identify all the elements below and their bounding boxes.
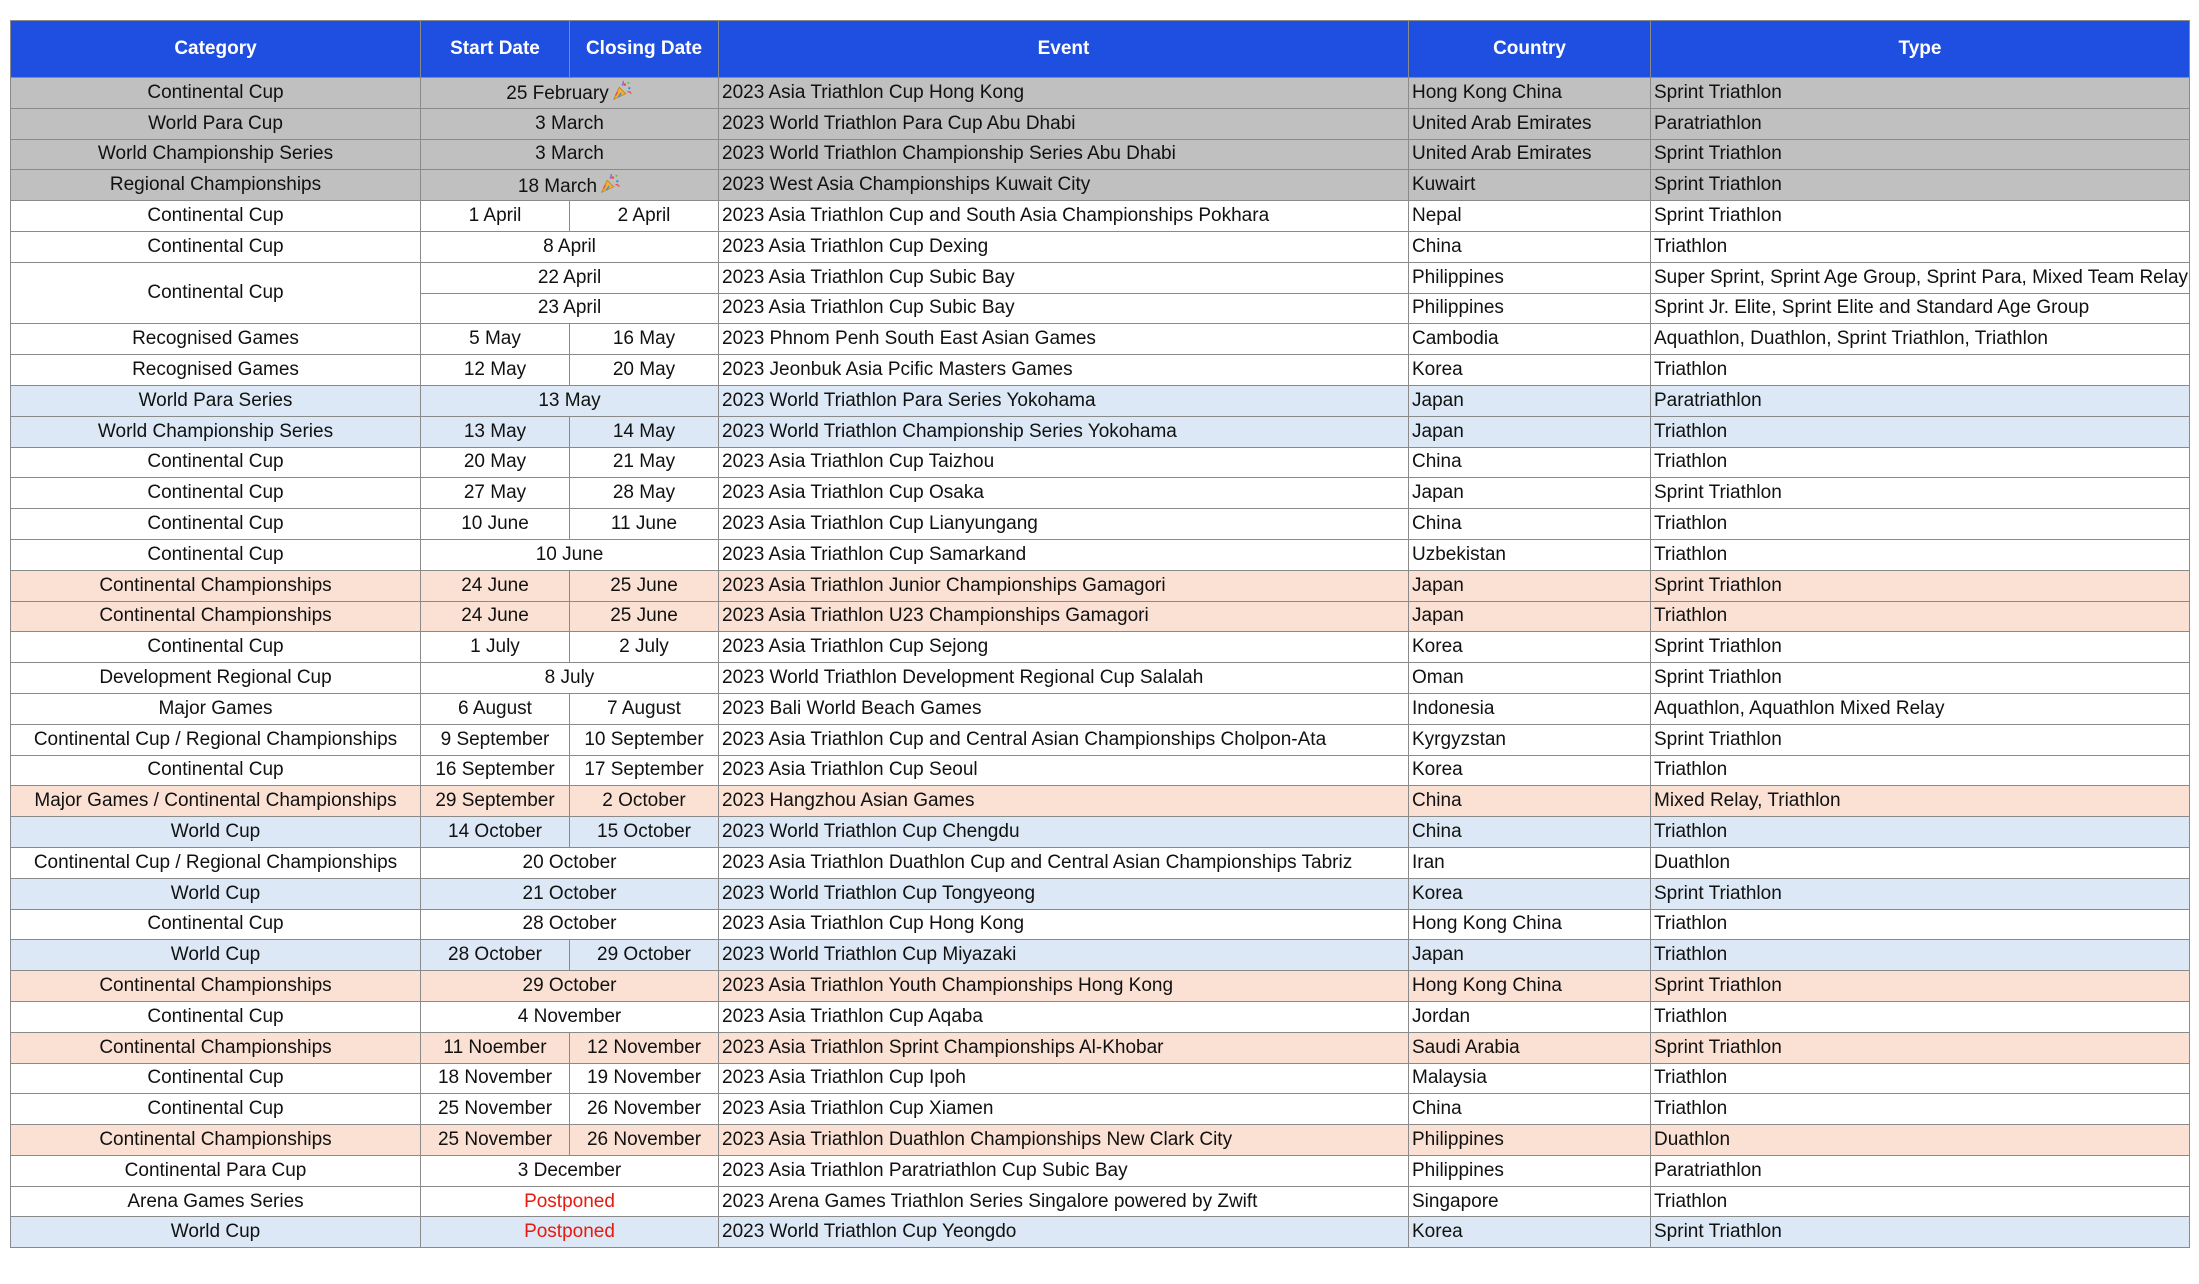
cell-date[interactable] bbox=[421, 170, 719, 201]
cell-date[interactable] bbox=[421, 1001, 719, 1032]
cell-date[interactable] bbox=[421, 1186, 719, 1217]
cell-date[interactable] bbox=[421, 108, 719, 139]
table-row bbox=[11, 570, 2190, 601]
cell-category[interactable]: Arena Games Series bbox=[11, 1186, 421, 1217]
cell-type[interactable]: Triathlon bbox=[1651, 940, 2190, 971]
cell-country[interactable]: Korea bbox=[1409, 355, 1651, 386]
table-row bbox=[11, 201, 2190, 232]
cell-country[interactable]: Kyrgyzstan bbox=[1409, 724, 1651, 755]
cell-country[interactable]: Korea bbox=[1409, 632, 1651, 663]
table-row bbox=[11, 108, 2190, 139]
cell-country[interactable]: Hong Kong China bbox=[1409, 909, 1651, 940]
cell-type[interactable]: Sprint Triathlon bbox=[1651, 478, 2190, 509]
cell-category[interactable]: Continental Cup bbox=[11, 1001, 421, 1032]
cell-event[interactable]: 2023 Asia Triathlon Paratriathlon Cup Subic Bay bbox=[719, 1155, 1409, 1186]
table-row bbox=[11, 231, 2190, 262]
cell-date[interactable] bbox=[421, 539, 719, 570]
table-row bbox=[11, 940, 2190, 971]
date-text: 8 April bbox=[543, 235, 596, 257]
date-text: 13 May bbox=[538, 389, 601, 411]
cell-type[interactable]: Sprint Triathlon bbox=[1651, 724, 2190, 755]
table-row bbox=[11, 355, 2190, 386]
cell-category[interactable]: Continental Cup bbox=[11, 539, 421, 570]
table-row bbox=[11, 1186, 2190, 1217]
cell-category[interactable]: World Para Cup bbox=[11, 108, 421, 139]
cell-closing-date[interactable]: 19 November bbox=[570, 1063, 719, 1094]
table-row bbox=[11, 817, 2190, 848]
cell-type[interactable]: Duathlon bbox=[1651, 1125, 2190, 1156]
table-row bbox=[11, 1155, 2190, 1186]
cell-closing-date[interactable]: 26 November bbox=[570, 1094, 719, 1125]
cell-category[interactable]: Recognised Games bbox=[11, 355, 421, 386]
cell-closing-date[interactable]: 15 October bbox=[570, 817, 719, 848]
cell-country[interactable]: Japan bbox=[1409, 478, 1651, 509]
cell-category[interactable]: Continental Cup / Regional Championships bbox=[11, 724, 421, 755]
cell-type[interactable]: Triathlon bbox=[1651, 355, 2190, 386]
cell-closing-date[interactable]: 10 September bbox=[570, 724, 719, 755]
cell-type[interactable]: Paratriathlon bbox=[1651, 108, 2190, 139]
cell-category[interactable]: Continental Cup bbox=[11, 478, 421, 509]
cell-country[interactable]: Indonesia bbox=[1409, 693, 1651, 724]
cell-type[interactable]: Paratriathlon bbox=[1651, 1155, 2190, 1186]
cell-category[interactable]: Continental Cup bbox=[11, 78, 421, 109]
table-row bbox=[11, 139, 2190, 170]
event-calendar-sheet bbox=[10, 20, 2189, 1248]
cell-closing-date[interactable]: 14 May bbox=[570, 416, 719, 447]
table-row bbox=[11, 663, 2190, 694]
cell-country[interactable]: Nepal bbox=[1409, 201, 1651, 232]
cell-closing-date[interactable]: 17 September bbox=[570, 755, 719, 786]
cell-event[interactable]: 2023 Asia Triathlon Youth Championships Hong Kong bbox=[719, 971, 1409, 1002]
cell-event[interactable]: 2023 Arena Games Triathlon Series Singalore powered by Zwift bbox=[719, 1186, 1409, 1217]
table-row bbox=[11, 509, 2190, 540]
cell-country[interactable]: Hong Kong China bbox=[1409, 971, 1651, 1002]
cell-country[interactable]: China bbox=[1409, 1094, 1651, 1125]
table-row bbox=[11, 78, 2190, 109]
cell-event[interactable]: 2023 Asia Triathlon Cup Osaka bbox=[719, 478, 1409, 509]
table-row bbox=[11, 1032, 2190, 1063]
cell-country[interactable]: China bbox=[1409, 786, 1651, 817]
cell-event[interactable]: 2023 World Triathlon Championship Series Abu Dhabi bbox=[719, 139, 1409, 170]
cell-start-date[interactable]: 11 Noember bbox=[421, 1032, 570, 1063]
table-row bbox=[11, 755, 2190, 786]
cell-event[interactable]: 2023 World Triathlon Cup Miyazaki bbox=[719, 940, 1409, 971]
cell-date[interactable] bbox=[421, 1155, 719, 1186]
cell-type[interactable]: Super Sprint, Sprint Age Group, Sprint Para, Mixed Team Relay bbox=[1651, 262, 2190, 293]
cell-category[interactable]: Major Games / Continental Championships bbox=[11, 786, 421, 817]
cell-event[interactable]: 2023 Asia Triathlon Cup and Central Asian Championships Cholpon-Ata bbox=[719, 724, 1409, 755]
cell-category[interactable]: World Championship Series bbox=[11, 139, 421, 170]
cell-start-date[interactable]: 24 June bbox=[421, 570, 570, 601]
cell-country[interactable]: Saudi Arabia bbox=[1409, 1032, 1651, 1063]
party-popper-icon bbox=[611, 80, 633, 102]
cell-country[interactable]: Korea bbox=[1409, 755, 1651, 786]
cell-country[interactable]: Singapore bbox=[1409, 1186, 1651, 1217]
date-text: 29 October bbox=[522, 975, 617, 996]
table-row bbox=[11, 909, 2190, 940]
events-table bbox=[10, 20, 2190, 1248]
cell-type[interactable]: Triathlon bbox=[1651, 509, 2190, 540]
cell-category[interactable]: Continental Championships bbox=[11, 601, 421, 632]
cell-event[interactable]: 2023 World Triathlon Para Series Yokohama bbox=[719, 385, 1409, 416]
cell-event[interactable]: 2023 Asia Triathlon Cup Hong Kong bbox=[719, 78, 1409, 109]
cell-date[interactable] bbox=[421, 385, 719, 416]
cell-closing-date[interactable]: 2 October bbox=[570, 786, 719, 817]
cell-start-date[interactable]: 16 September bbox=[421, 755, 570, 786]
cell-event[interactable]: 2023 Hangzhou Asian Games bbox=[719, 786, 1409, 817]
table-row bbox=[11, 601, 2190, 632]
header-category[interactable]: Category bbox=[11, 21, 421, 78]
header-type[interactable]: Type bbox=[1651, 21, 2190, 78]
cell-country[interactable]: Korea bbox=[1409, 878, 1651, 909]
cell-event[interactable]: 2023 Asia Triathlon Cup Sejong bbox=[719, 632, 1409, 663]
cell-start-date[interactable]: 20 May bbox=[421, 447, 570, 478]
cell-event[interactable]: 2023 Asia Triathlon Cup Taizhou bbox=[719, 447, 1409, 478]
table-body bbox=[11, 78, 2190, 1248]
table-row bbox=[11, 539, 2190, 570]
cell-type[interactable]: Triathlon bbox=[1651, 231, 2190, 262]
cell-type[interactable]: Sprint Triathlon bbox=[1651, 1032, 2190, 1063]
party-popper-icon bbox=[599, 173, 621, 195]
cell-type[interactable]: Aquathlon, Aquathlon Mixed Relay bbox=[1651, 693, 2190, 724]
cell-closing-date[interactable]: 26 November bbox=[570, 1125, 719, 1156]
cell-country[interactable]: China bbox=[1409, 231, 1651, 262]
cell-category[interactable]: Recognised Games bbox=[11, 324, 421, 355]
cell-type[interactable]: Triathlon bbox=[1651, 1094, 2190, 1125]
date-text: 10 June bbox=[535, 543, 604, 565]
cell-event[interactable]: 2023 Asia Triathlon Cup Subic Bay bbox=[719, 262, 1409, 293]
table-row bbox=[11, 724, 2190, 755]
table-row bbox=[11, 1125, 2190, 1156]
cell-type[interactable]: Triathlon bbox=[1651, 601, 2190, 632]
cell-type[interactable]: Triathlon bbox=[1651, 416, 2190, 447]
cell-date[interactable] bbox=[421, 262, 719, 293]
cell-event[interactable]: 2023 Phnom Penh South East Asian Games bbox=[719, 324, 1409, 355]
cell-type[interactable]: Triathlon bbox=[1651, 817, 2190, 848]
cell-event[interactable]: 2023 Asia Triathlon Cup Aqaba bbox=[719, 1001, 1409, 1032]
cell-date[interactable] bbox=[421, 909, 719, 940]
table-row bbox=[11, 632, 2190, 663]
cell-type[interactable]: Sprint Triathlon bbox=[1651, 663, 2190, 694]
header-closing-date[interactable]: Closing Date bbox=[570, 21, 719, 78]
cell-category[interactable]: Continental Championships bbox=[11, 570, 421, 601]
cell-date[interactable] bbox=[421, 1217, 719, 1248]
cell-country[interactable]: Japan bbox=[1409, 385, 1651, 416]
cell-event[interactable]: 2023 Asia Triathlon Cup and South Asia Championships Pokhara bbox=[719, 201, 1409, 232]
table-row bbox=[11, 416, 2190, 447]
table-row bbox=[11, 693, 2190, 724]
table-row bbox=[11, 786, 2190, 817]
date-text: 23 April bbox=[537, 297, 602, 319]
cell-closing-date[interactable]: 20 May bbox=[570, 355, 719, 386]
cell-date[interactable] bbox=[421, 78, 719, 109]
cell-event[interactable]: 2023 World Triathlon Para Cup Abu Dhabi bbox=[719, 108, 1409, 139]
table-row bbox=[11, 847, 2190, 878]
cell-category[interactable]: Continental Cup bbox=[11, 201, 421, 232]
cell-category[interactable]: World Cup bbox=[11, 1217, 421, 1248]
table-row bbox=[11, 478, 2190, 509]
cell-start-date[interactable]: 14 October bbox=[421, 817, 570, 848]
cell-category[interactable]: Continental Para Cup bbox=[11, 1155, 421, 1186]
date-text: 3 March bbox=[535, 112, 604, 134]
date-text: 20 October bbox=[522, 851, 617, 873]
cell-country[interactable]: Japan bbox=[1409, 570, 1651, 601]
cell-event[interactable]: 2023 Asia Triathlon Duathlon Championships New Clark City bbox=[719, 1125, 1409, 1156]
cell-start-date[interactable]: 24 June bbox=[421, 601, 570, 632]
table-row bbox=[11, 170, 2190, 201]
date-text: 8 July bbox=[544, 667, 595, 689]
cell-category[interactable]: Development Regional Cup bbox=[11, 663, 421, 694]
cell-start-date[interactable]: 25 November bbox=[421, 1125, 570, 1156]
header-event[interactable]: Event bbox=[719, 21, 1409, 78]
cell-country[interactable]: Kuwairt bbox=[1409, 170, 1651, 201]
cell-country[interactable]: China bbox=[1409, 817, 1651, 848]
table-row bbox=[11, 447, 2190, 478]
cell-category[interactable]: Continental Cup bbox=[11, 909, 421, 940]
cell-start-date[interactable]: 5 May bbox=[421, 324, 570, 355]
table-row bbox=[11, 1001, 2190, 1032]
cell-event[interactable]: 2023 Asia Triathlon Cup Seoul bbox=[719, 755, 1409, 786]
cell-country[interactable]: Korea bbox=[1409, 1217, 1651, 1248]
table-row bbox=[11, 385, 2190, 416]
cell-closing-date[interactable]: 2 July bbox=[570, 632, 719, 663]
cell-country[interactable]: Japan bbox=[1409, 940, 1651, 971]
cell-date[interactable] bbox=[421, 971, 719, 1002]
header-country[interactable]: Country bbox=[1409, 21, 1651, 78]
cell-country[interactable]: Japan bbox=[1409, 416, 1651, 447]
date-text: 3 December bbox=[517, 1159, 622, 1181]
cell-start-date[interactable]: 1 April bbox=[421, 201, 570, 232]
cell-category[interactable]: Continental Cup bbox=[11, 262, 421, 324]
cell-country[interactable]: Philippines bbox=[1409, 262, 1651, 293]
cell-category[interactable]: Continental Cup / Regional Championships bbox=[11, 847, 421, 878]
cell-type[interactable]: Sprint Triathlon bbox=[1651, 971, 2190, 1002]
cell-country[interactable]: China bbox=[1409, 509, 1651, 540]
cell-country[interactable]: Philippines bbox=[1409, 293, 1651, 324]
date-text: 28 October bbox=[522, 913, 617, 935]
cell-country[interactable]: Philippines bbox=[1409, 1155, 1651, 1186]
cell-event[interactable]: 2023 Asia Triathlon Cup Lianyungang bbox=[719, 509, 1409, 540]
cell-date[interactable] bbox=[421, 293, 719, 324]
cell-event[interactable]: 2023 Asia Triathlon Cup Ipoh bbox=[719, 1063, 1409, 1094]
cell-type[interactable]: Sprint Triathlon bbox=[1651, 78, 2190, 109]
cell-category[interactable]: Continental Cup bbox=[11, 1063, 421, 1094]
cell-country[interactable]: United Arab Emirates bbox=[1409, 108, 1651, 139]
date-text: 3 March bbox=[535, 143, 604, 165]
cell-event[interactable]: 2023 World Triathlon Development Regional Cup Salalah bbox=[719, 663, 1409, 694]
cell-country[interactable]: Oman bbox=[1409, 663, 1651, 694]
cell-type[interactable]: Triathlon bbox=[1651, 447, 2190, 478]
cell-type[interactable]: Sprint Triathlon bbox=[1651, 1217, 2190, 1248]
cell-event[interactable]: 2023 Asia Triathlon Cup Hong Kong bbox=[719, 909, 1409, 940]
cell-category[interactable]: Continental Championships bbox=[11, 1032, 421, 1063]
date-text: Postponed bbox=[524, 1221, 615, 1243]
cell-closing-date[interactable]: 29 October bbox=[570, 940, 719, 971]
cell-category[interactable]: Continental Cup bbox=[11, 447, 421, 478]
cell-category[interactable]: World Para Series bbox=[11, 385, 421, 416]
cell-event[interactable]: 2023 Asia Triathlon Cup Subic Bay bbox=[719, 293, 1409, 324]
cell-type[interactable]: Sprint Triathlon bbox=[1651, 570, 2190, 601]
cell-category[interactable]: Continental Championships bbox=[11, 971, 421, 1002]
cell-closing-date[interactable]: 25 June bbox=[570, 570, 719, 601]
cell-closing-date[interactable]: 25 June bbox=[570, 601, 719, 632]
cell-event[interactable]: 2023 World Triathlon Cup Tongyeong bbox=[719, 878, 1409, 909]
cell-country[interactable]: Japan bbox=[1409, 601, 1651, 632]
cell-date[interactable] bbox=[421, 878, 719, 909]
cell-category[interactable]: Regional Championships bbox=[11, 170, 421, 201]
cell-type[interactable]: Sprint Triathlon bbox=[1651, 170, 2190, 201]
cell-category[interactable]: Major Games bbox=[11, 693, 421, 724]
cell-country[interactable]: China bbox=[1409, 447, 1651, 478]
cell-start-date[interactable]: 6 August bbox=[421, 693, 570, 724]
cell-category[interactable]: Continental Cup bbox=[11, 755, 421, 786]
cell-type[interactable]: Triathlon bbox=[1651, 909, 2190, 940]
cell-start-date[interactable]: 9 September bbox=[421, 724, 570, 755]
cell-category[interactable]: Continental Cup bbox=[11, 632, 421, 663]
cell-start-date[interactable]: 29 September bbox=[421, 786, 570, 817]
date-text: 4 November bbox=[517, 1005, 622, 1027]
table-row bbox=[11, 878, 2190, 909]
table-row bbox=[11, 971, 2190, 1002]
cell-event[interactable]: 2023 West Asia Championships Kuwait City bbox=[719, 170, 1409, 201]
cell-category[interactable]: Continental Cup bbox=[11, 231, 421, 262]
cell-event[interactable]: 2023 Asia Triathlon Junior Championships Gamagori bbox=[719, 570, 1409, 601]
cell-closing-date[interactable]: 28 May bbox=[570, 478, 719, 509]
cell-start-date[interactable]: 12 May bbox=[421, 355, 570, 386]
cell-start-date[interactable]: 27 May bbox=[421, 478, 570, 509]
cell-country[interactable]: Cambodia bbox=[1409, 324, 1651, 355]
table-row bbox=[11, 1094, 2190, 1125]
table-row bbox=[11, 262, 2190, 293]
cell-event[interactable]: 2023 Bali World Beach Games bbox=[719, 693, 1409, 724]
cell-closing-date[interactable]: 21 May bbox=[570, 447, 719, 478]
cell-closing-date[interactable]: 12 November bbox=[570, 1032, 719, 1063]
cell-category[interactable]: World Cup bbox=[11, 878, 421, 909]
cell-event[interactable]: 2023 Asia Triathlon Cup Samarkand bbox=[719, 539, 1409, 570]
cell-start-date[interactable]: 13 May bbox=[421, 416, 570, 447]
cell-type[interactable]: Paratriathlon bbox=[1651, 385, 2190, 416]
header-start-date[interactable]: Start Date bbox=[421, 21, 570, 78]
cell-category[interactable]: World Championship Series bbox=[11, 416, 421, 447]
cell-date[interactable] bbox=[421, 847, 719, 878]
cell-country[interactable]: Philippines bbox=[1409, 1125, 1651, 1156]
cell-type[interactable]: Sprint Jr. Elite, Sprint Elite and Standard Age Group bbox=[1651, 293, 2190, 324]
cell-country[interactable]: Iran bbox=[1409, 847, 1651, 878]
cell-event[interactable]: 2023 Asia Triathlon Duathlon Cup and Central Asian Championships Tabriz bbox=[719, 847, 1409, 878]
date-text: 22 April bbox=[537, 266, 602, 288]
cell-category[interactable]: Continental Cup bbox=[11, 509, 421, 540]
cell-type[interactable]: Duathlon bbox=[1651, 847, 2190, 878]
cell-closing-date[interactable]: 11 June bbox=[570, 509, 719, 540]
cell-type[interactable]: Mixed Relay, Triathlon bbox=[1651, 786, 2190, 817]
cell-date[interactable] bbox=[421, 139, 719, 170]
cell-event[interactable]: 2023 Asia Triathlon Cup Dexing bbox=[719, 231, 1409, 262]
cell-country[interactable]: United Arab Emirates bbox=[1409, 139, 1651, 170]
cell-type[interactable]: Triathlon bbox=[1651, 755, 2190, 786]
cell-country[interactable]: Malaysia bbox=[1409, 1063, 1651, 1094]
cell-type[interactable]: Triathlon bbox=[1651, 1001, 2190, 1032]
cell-category[interactable]: Continental Cup bbox=[11, 1094, 421, 1125]
cell-event[interactable]: 2023 World Triathlon Cup Yeongdo bbox=[719, 1217, 1409, 1248]
cell-type[interactable]: Sprint Triathlon bbox=[1651, 878, 2190, 909]
cell-closing-date[interactable]: 7 August bbox=[570, 693, 719, 724]
cell-category[interactable]: Continental Championships bbox=[11, 1125, 421, 1156]
table-row bbox=[11, 1063, 2190, 1094]
cell-type[interactable]: Triathlon bbox=[1651, 1186, 2190, 1217]
cell-type[interactable]: Triathlon bbox=[1651, 1063, 2190, 1094]
cell-start-date[interactable]: 1 July bbox=[421, 632, 570, 663]
cell-country[interactable]: Jordan bbox=[1409, 1001, 1651, 1032]
cell-event[interactable]: 2023 Asia Triathlon Sprint Championships Al-Khobar bbox=[719, 1032, 1409, 1063]
cell-start-date[interactable]: 10 June bbox=[421, 509, 570, 540]
cell-event[interactable]: 2023 Jeonbuk Asia Pcific Masters Games bbox=[719, 355, 1409, 386]
date-text: 18 March bbox=[517, 175, 598, 197]
cell-event[interactable]: 2023 World Triathlon Cup Chengdu bbox=[719, 817, 1409, 848]
cell-type[interactable]: Sprint Triathlon bbox=[1651, 139, 2190, 170]
cell-start-date[interactable]: 18 November bbox=[421, 1063, 570, 1094]
date-text: Postponed bbox=[524, 1190, 615, 1212]
date-text: 25 February bbox=[506, 83, 609, 105]
header-row bbox=[11, 21, 2190, 78]
cell-event[interactable]: 2023 Asia Triathlon U23 Championships Gamagori bbox=[719, 601, 1409, 632]
date-text: 21 October bbox=[522, 882, 617, 904]
cell-date[interactable] bbox=[421, 663, 719, 694]
table-row bbox=[11, 1217, 2190, 1248]
cell-type[interactable]: Sprint Triathlon bbox=[1651, 201, 2190, 232]
cell-closing-date[interactable]: 16 May bbox=[570, 324, 719, 355]
cell-start-date[interactable]: 28 October bbox=[421, 940, 570, 971]
cell-type[interactable]: Aquathlon, Duathlon, Sprint Triathlon, Triathlon bbox=[1651, 324, 2190, 355]
cell-closing-date[interactable]: 2 April bbox=[570, 201, 719, 232]
cell-event[interactable]: 2023 World Triathlon Championship Series Yokohama bbox=[719, 416, 1409, 447]
cell-type[interactable]: Sprint Triathlon bbox=[1651, 632, 2190, 663]
cell-start-date[interactable]: 25 November bbox=[421, 1094, 570, 1125]
cell-category[interactable]: World Cup bbox=[11, 940, 421, 971]
cell-country[interactable]: Uzbekistan bbox=[1409, 539, 1651, 570]
cell-date[interactable] bbox=[421, 231, 719, 262]
table-row bbox=[11, 324, 2190, 355]
cell-country[interactable]: Hong Kong China bbox=[1409, 78, 1651, 109]
cell-event[interactable]: 2023 Asia Triathlon Cup Xiamen bbox=[719, 1094, 1409, 1125]
cell-category[interactable]: World Cup bbox=[11, 817, 421, 848]
cell-type[interactable]: Triathlon bbox=[1651, 539, 2190, 570]
